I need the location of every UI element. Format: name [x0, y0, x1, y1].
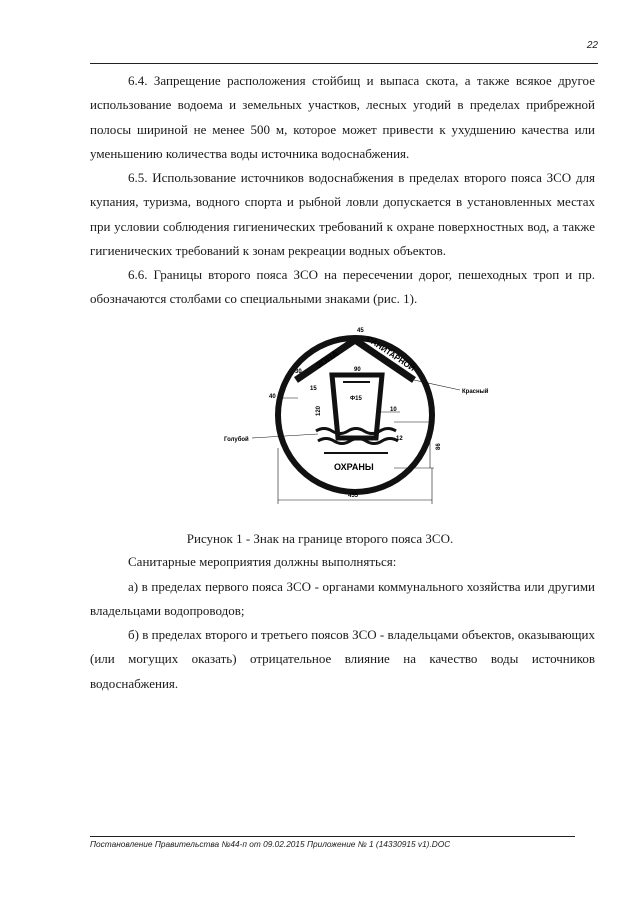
dim-45: 45 — [357, 328, 364, 334]
dim-10: 10 — [390, 407, 397, 413]
dim-120: 120 — [316, 405, 322, 416]
dim-315: Ф15 — [350, 396, 362, 402]
callout-blue-line — [252, 434, 318, 438]
page-footer: Постановление Правительства №44-п от 09.02.2015 Приложение № 1 (14330915 v1).DOC — [90, 839, 451, 849]
sign-text-left: ЗОНА — [313, 348, 341, 371]
dim-455: 455 — [348, 493, 359, 499]
label-red: Красный — [462, 389, 489, 395]
sign-wave-2 — [318, 439, 398, 444]
dim-30: 30 — [295, 369, 302, 375]
callout-red-line — [414, 380, 460, 390]
dim-86: 86 — [436, 443, 442, 450]
label-blue: Голубой — [224, 437, 249, 443]
zso-sign-drawing — [218, 318, 508, 513]
dim-90: 90 — [354, 367, 361, 373]
zso-sign-figure — [218, 318, 508, 513]
paragraph-6-5: 6.5. Использование источников водоснабжения в пределах второго пояса ЗСО для купания, туризма, водного спорта и рыбной ловли допускается в установленных местах при условии соблюдения гигиенических требований к охране поверхностных вод, а также гигиенических требований к зонам рекреации водных объектов. — [90, 170, 595, 258]
measure-item-b: б) в пределах второго и третьего поясов ЗСО - владельцами объектов, оказывающих (или могущих оказать) отрицательное влияние на качество воды источников водоснабжения. — [90, 627, 595, 691]
dim-40: 40 — [269, 394, 276, 400]
paragraph-6-4: 6.4. Запрещение расположения стойбищ и выпаса скота, а также всякое другое использование водоема и земельных участков, лесных угодий в пределах прибрежной полосы шириной не менее 500 м, которое может привести к ухудшению качества или уменьшению количества воды источника водоснабжения. — [90, 73, 595, 161]
sign-text-right: САНИТАРНОЙ — [364, 334, 417, 374]
dim-15: 15 — [310, 386, 317, 392]
sign-wave-1 — [316, 429, 396, 434]
header-rule — [90, 63, 598, 64]
footer-rule — [90, 836, 575, 837]
figure-caption: Рисунок 1 - Знак на границе второго пояса ЗСО. — [186, 531, 454, 546]
paragraph-6-6: 6.6. Границы второго пояса ЗСО на пересечении дорог, пешеходных троп и пр. обозначаются столбами со специальными знаками (рис. 1). — [90, 267, 595, 307]
page-number: 22 — [586, 40, 598, 51]
measures-intro: Санитарные мероприятия должны выполняться: — [128, 554, 397, 569]
dim-12: 12 — [396, 436, 403, 442]
measure-item-a: а) в пределах первого пояса ЗСО - органами коммунального хозяйства или другими владельцами водопроводов; — [90, 579, 595, 619]
sign-text-bottom: ОХРАНЫ — [334, 462, 374, 472]
